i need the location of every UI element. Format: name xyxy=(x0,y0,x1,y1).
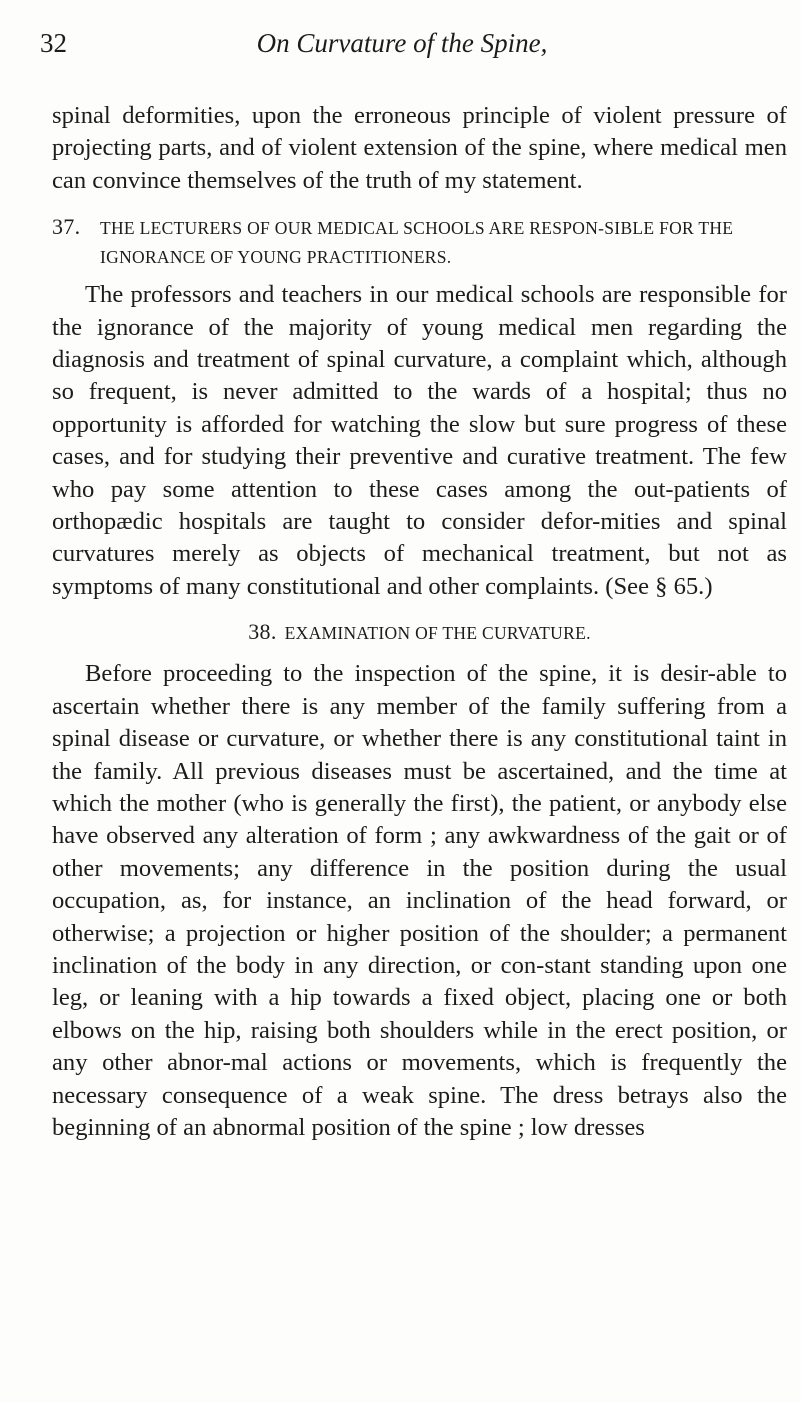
running-head xyxy=(40,28,787,68)
paragraph-continued: spinal deformities, upon the erroneous principle of violent pressure of projecting parts, and of violent extension of the spine, where medical men can convince themselves of the truth of my statement. xyxy=(52,102,787,194)
section-number: 38. xyxy=(248,619,277,645)
paragraph-lecturers: The professors and teachers in our medical schools are responsible for the ignorance of the majority of young medical men regarding the diagnosis and treatment of spinal curvature, a complaint which, although so frequent, is never admitted to the wards of a hospital; thus no opportunity is afforded for watching the slow but sure progress of these cases, and for studying their preventive and curative treatment. The few who pay some attention to these cases among the out-patients of orthopædic hospitals are taught to consider defor-mities and spinal curvatures merely as objects of mechanical treatment, but not as symptoms of many constitutional and other complaints. (See § 65.) xyxy=(52,281,787,600)
paragraph-examination: Before proceeding to the inspection of the spine, it is desir-able to ascertain whether there is any member of the family suffering from a spinal disease or curvature, or whether there is any constitutional taint in the family. All previous diseases must be ascertained, and the time at which the mother (who is generally the first), the patient, or anybody else have observed any alteration of form ; any awkwardness of the gait or of other movements; any difference in the position during the usual occupation, as, for instance, an inclination of the head forward, or otherwise; a projection or higher position of the shoulder; a permanent inclination of the body in any direction, or con-stant standing upon one leg, or leaning with a hip towards a fixed object, placing one or both elbows on the hip, raising both shoulders while in the erect position, or any other abnor-mal actions or movements, which is frequently the necessary consequence of a weak spine. The dress betrays also the beginning of an abnormal position of the spine ; low dresses xyxy=(52,660,787,1141)
running-title: On Curvature of the Spine, xyxy=(256,28,548,58)
body-text xyxy=(52,100,787,1144)
section-title: EXAMINATION OF THE CURVATURE. xyxy=(284,623,591,644)
section-heading-37 xyxy=(52,212,787,272)
page-number: 32 xyxy=(40,28,67,58)
section-heading-38 xyxy=(52,617,787,648)
section-title: THE LECTURERS OF OUR MEDICAL SCHOOLS ARE RESPON-SIBLE FOR THE IGNORANCE OF YOUNG PRACTITIONERS. xyxy=(100,218,734,268)
book-page xyxy=(40,0,787,1403)
section-number: 37. xyxy=(52,214,81,240)
